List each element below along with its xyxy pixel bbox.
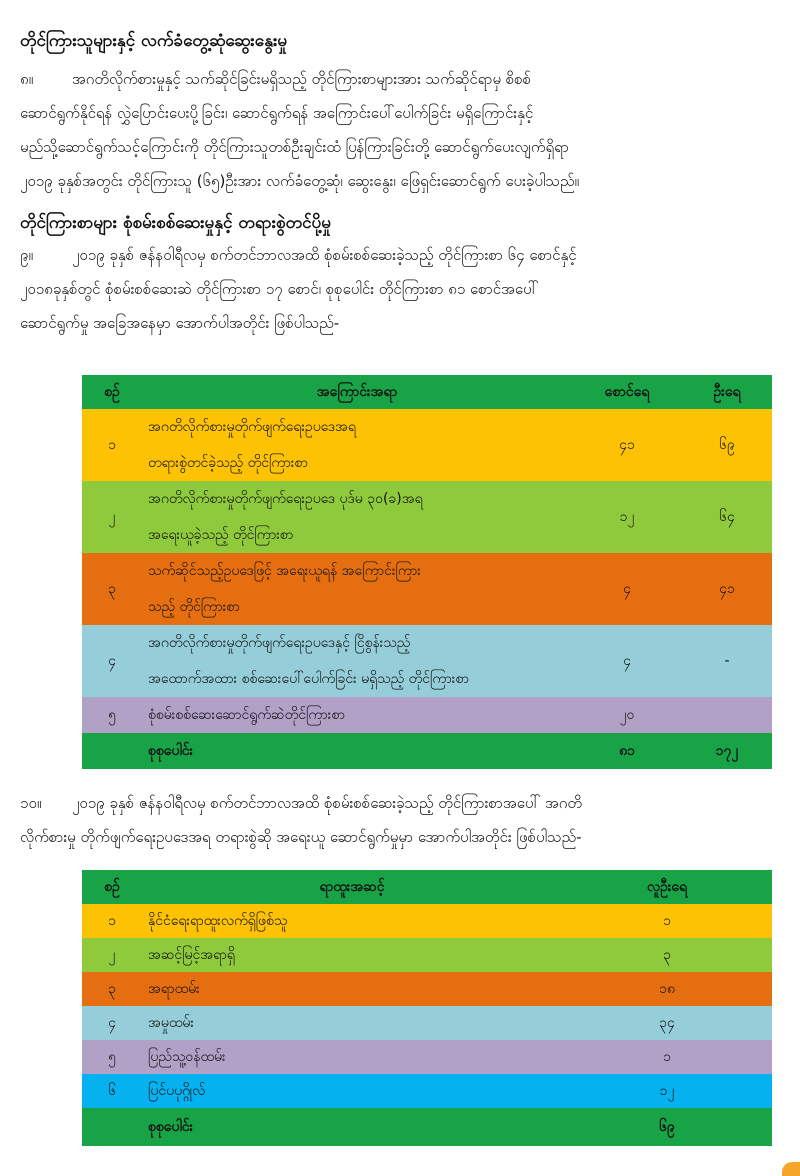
column-header: ဦးရေ xyxy=(713,383,741,400)
paragraph-8 xyxy=(20,62,780,198)
total-persons: ၁၇၂ xyxy=(715,742,739,759)
row-rank: ပြင်ပပုဂ္ဂိုလ် xyxy=(148,1082,206,1099)
row-description: အဂတိလိုက်စားမှုတိုက်ဖျက်ရေးဥပဒေအရ တရားစွဲတင်ခဲ့သည့် တိုင်ကြားစာ xyxy=(148,419,356,471)
paragraph-10 xyxy=(20,786,780,854)
row-rank: အရာထမ်း xyxy=(148,980,200,997)
prosecution-rank-table xyxy=(82,870,772,1146)
complaints-status-table xyxy=(82,375,772,769)
row-description: သက်ဆိုင်သည့်ဥပဒေဖြင့် အရေးယူရန် အကြောင်းကြား သည့် တိုင်ကြားစာ xyxy=(148,563,421,615)
row-rank: ပြည်သူ့ဝန်ထမ်း xyxy=(148,1048,226,1065)
section-heading-complainants: တိုင်ကြားသူများနှင့် လက်ခံတွေ့ဆုံဆွေးနွေးမှု xyxy=(20,31,288,51)
paragraph-text: ၂၀၁၉ ခုနှစ် ဇန်နဝါရီလမှ စက်တင်ဘာလအထိ စုံစမ်းစစ်ဆေးခဲ့သည့် တိုင်ကြားစာအပေါ် အဂတိ xyxy=(72,794,582,812)
table-row xyxy=(82,481,772,553)
table-row xyxy=(82,938,772,972)
table-row xyxy=(82,553,772,625)
paragraph-number: ၈။ xyxy=(20,70,34,88)
paragraph-number: ၉။ xyxy=(20,246,33,264)
row-count: ၃၄ xyxy=(659,1014,675,1031)
row-persons: ၄၁ xyxy=(719,580,735,597)
table-header-row xyxy=(82,870,772,904)
paragraph-line: ၂၀၁၉ ခုနှစ်အတွင်း တိုင်ကြားသူ (၆၅)ဦးအား လက်ခံတွေ့ဆုံ၊ ဆွေးနွေး၊ ဖြေရှင်းဆောင်ရွက် ပေးခဲ့ပါသည်။ xyxy=(20,172,580,190)
row-number: ၄ xyxy=(108,1014,116,1031)
row-persons: ၆၉ xyxy=(719,436,735,453)
table-row xyxy=(82,409,772,481)
row-rank: အမှုထမ်း xyxy=(148,1014,194,1031)
column-header: စောင်ရေ xyxy=(604,383,650,400)
row-copies: ၄ xyxy=(623,652,631,669)
row-number: ၆ xyxy=(108,1082,116,1099)
column-header: အကြောင်းအရာ xyxy=(316,383,398,400)
row-number: ၂ xyxy=(108,508,116,525)
row-persons: ၆၄ xyxy=(719,508,735,525)
paragraph-line xyxy=(20,238,780,272)
table-row xyxy=(82,1006,772,1040)
paragraph-9 xyxy=(20,238,780,340)
row-number: ၅ xyxy=(108,1048,116,1065)
column-header: လူဦးရေ xyxy=(646,878,688,895)
row-number: ၁ xyxy=(108,436,116,453)
paragraph-line: လိုက်စားမှု တိုက်ဖျက်ရေးဥပဒေအရ တရားစွဲဆို အရေးယူ ဆောင်ရွက်မှုမှာ အောက်ပါအတိုင်း ဖြစ်ပါသည်- xyxy=(20,828,582,846)
row-count: ၁ xyxy=(663,912,671,929)
column-header: ရာထူးအဆင့် xyxy=(319,878,385,895)
total-copies: ၈၁ xyxy=(619,742,635,759)
row-copies: ၄၁ xyxy=(619,436,635,453)
row-copies: ၂၀ xyxy=(619,706,635,723)
row-number: ၁ xyxy=(108,912,116,929)
paragraph-line: ဆောင်ရွက်နိုင်ရန် လွှဲပြောင်းပေးပို့ခြင်း၊ ဆောင်ရွက်ရန် အကြောင်းပေါ်ပေါက်ခြင်း မရှိကြောင်းနှင့် xyxy=(20,104,534,122)
row-count: ၁၈ xyxy=(659,980,675,997)
row-rank: အဆင့်မြင့်အရာရှိ xyxy=(148,946,235,963)
row-description: အဂတိလိုက်စားမှုတိုက်ဖျက်ရေးဥပဒေ ပုဒ်မ ၃၀(ခ)အရ အရေးယူခဲ့သည့် တိုင်ကြားစာ xyxy=(148,491,423,543)
table-row xyxy=(82,625,772,697)
row-copies: ၁၂ xyxy=(619,508,635,525)
row-description: အဂတိလိုက်စားမှုတိုက်ဖျက်ရေးဥပဒေနှင့် ငြိစွန်းသည့် အထောက်အထား စစ်ဆေးပေါ်ပေါက်ခြင်း မရှိသည့် တိုင်ကြားစာ xyxy=(148,635,470,687)
section-heading-investigation: တိုင်ကြားစာများ စုံစမ်းစစ်ဆေးမှုနှင့် တရားစွဲတင်ပို့မှု xyxy=(20,213,331,233)
row-count: ၁၂ xyxy=(659,1082,675,1099)
row-count: ၁ xyxy=(663,1048,671,1065)
page-corner-tab xyxy=(782,1162,800,1176)
table-row xyxy=(82,1040,772,1074)
row-number: ၂ xyxy=(108,946,116,963)
paragraph-line xyxy=(20,62,780,96)
column-header: စဉ် xyxy=(104,878,120,895)
paragraph-text: အဂတိလိုက်စားမှုနှင့် သက်ဆိုင်ခြင်းမရှိသည့် တိုင်ကြားစာများအား သက်ဆိုင်ရာမှ စိစစ် xyxy=(72,70,532,88)
row-rank: နိုင်ငံရေးရာထူးလက်ရှိဖြစ်သူ xyxy=(148,912,288,929)
paragraph-number: ၁၀။ xyxy=(20,794,42,812)
total-label: စုစုပေါင်း xyxy=(148,743,194,759)
row-copies: ၄ xyxy=(623,580,631,597)
table-row xyxy=(82,1074,772,1108)
total-count: ၆၉ xyxy=(659,1118,675,1135)
paragraph-line xyxy=(20,786,780,820)
column-header: စဉ် xyxy=(104,383,120,400)
paragraph-line: ၂၀၁၈ခုနှစ်တွင် စုံစမ်းစစ်ဆေးဆဲ တိုင်ကြားစာ ၁၇ စောင်၊ စုစုပေါင်း တိုင်ကြားစာ ၈၁ စောင်အပေါ် xyxy=(20,280,539,298)
row-number: ၃ xyxy=(108,580,116,597)
paragraph-line: ဆောင်ရွက်မှု အခြေအနေမှာ အောက်ပါအတိုင်း ဖြစ်ပါသည်- xyxy=(20,314,340,332)
table-row xyxy=(82,697,772,733)
table-header-row xyxy=(82,375,772,409)
paragraph-text: ၂၀၁၉ ခုနှစ် ဇန်နဝါရီလမှ စက်တင်ဘာလအထိ စုံစမ်းစစ်ဆေးခဲ့သည့် တိုင်ကြားစာ ၆၄ စောင်နှင့် xyxy=(72,246,577,264)
total-label: စုစုပေါင်း xyxy=(148,1118,194,1135)
row-description: စုံစမ်းစစ်ဆေးဆောင်ရွက်ဆဲတိုင်ကြားစာ xyxy=(148,707,345,723)
row-number: ၄ xyxy=(108,652,116,669)
table-total-row xyxy=(82,733,772,769)
row-number: ၅ xyxy=(108,706,116,723)
table-row xyxy=(82,904,772,938)
row-count: ၃ xyxy=(663,946,671,963)
table-row xyxy=(82,972,772,1006)
table-total-row xyxy=(82,1108,772,1146)
row-number: ၃ xyxy=(108,980,116,997)
paragraph-line: မည်သို့ဆောင်ရွက်သင့်ကြောင်းကို တိုင်ကြားသူတစ်ဦးချင်းထံ ပြန်ကြားခြင်းတို့ ဆောင်ရွက်ပေးလျက်ရှိရာ xyxy=(20,138,569,156)
row-persons: - xyxy=(724,653,730,669)
row-persons xyxy=(682,697,772,733)
